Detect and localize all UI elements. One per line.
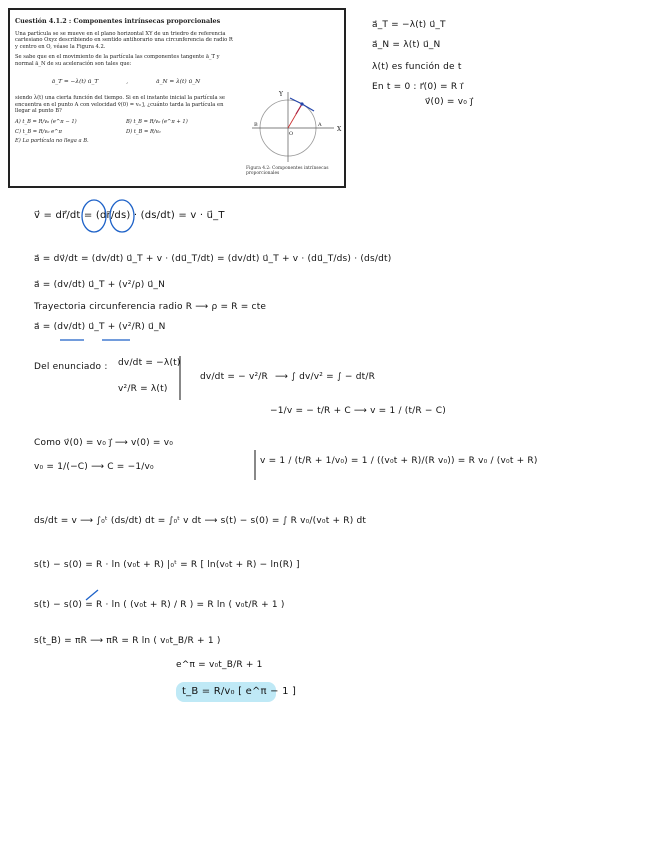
line-statement-normal: v²/R = λ(t) [118, 384, 168, 394]
equation-tangent: ā_T = −λ(t) ū_T [51, 78, 99, 85]
figure-label-x: X [337, 126, 342, 133]
line-antiderivative: −1/v = − t/R + C ⟶ v = 1 / (t/R − C) [270, 406, 446, 416]
line-velocity-final: v = 1 / (t/R + 1/v₀) = 1 / ((v₀t + R)/(R v₀)) = R v₀ / (v₀t + R) [260, 456, 538, 466]
note-initial-velocity: v⃗(0) = v₀ j⃗ [425, 97, 473, 107]
equation-normal: ā_N = λ(t) ū_N [156, 78, 201, 85]
figure-label-a: A [318, 122, 322, 128]
line-acceleration-3: a⃗ = (dv/dt) u⃗_T + (v²/R) u⃗_N [34, 322, 166, 332]
line-s-log: s(t) − s(0) = R · ln ( (v₀t + R) / R ) = R ln ( v₀t/R + 1 ) [34, 600, 285, 610]
line-result: t_B = R/v₀ [ e^π − 1 ] [182, 686, 297, 697]
option-a: A) t_B = R/v₀ (e^π − 1) [15, 118, 77, 125]
figure-label-y: Y [279, 91, 283, 98]
line-velocity: v⃗ = dr⃗/dt = (dr⃗/ds) · (ds/dt) = v · u⃗_T [34, 210, 225, 221]
problem-paragraph-3: siendo λ(t) una cierta función del tiempo. Si en el instante inicial la partícula se encuentra en el punto A con velocidad v̄(0) = v₀ j̄, ¿cuánto tarda la partícula en llegar al punto B? [15, 95, 225, 115]
figure-label-o: O [289, 131, 294, 137]
option-d: D) t_B = R/v₀ [126, 128, 161, 135]
line-exponential: e^π = v₀t_B/R + 1 [176, 660, 263, 670]
problem-paragraph-1: Una partícula se se mueve en el plano horizontal XY de un triedro de referencia cartesiano Oxyz describiendo en sentido antihorario una circunferencia de radio R y centro en O, véase la Figura 4.2. [15, 30, 233, 50]
line-acceleration-2: a⃗ = (dv/dt) u⃗_T + (v²/ρ) u⃗_N [34, 280, 166, 290]
line-constant: v₀ = 1/(−C) ⟶ C = −1/v₀ [34, 462, 154, 472]
note-initial-position: En t = 0 : r⃗(0) = R i⃗ [372, 82, 464, 92]
equation-separator: , [126, 78, 129, 85]
blue-circle-ds-dt [110, 200, 134, 232]
figure-label-b: B [254, 122, 258, 128]
option-b: B) t_B = R/v₀ (e^π + 1) [126, 118, 188, 125]
blue-strike-s0 [86, 590, 98, 600]
problem-title: Cuestión 4.1.2 : Componentes intrínsecas proporcionales [15, 17, 221, 25]
figure-caption: Figura 4.2: Componentes intrínsecas proporcionales [246, 166, 329, 177]
line-acceleration-1: a⃗ = dv⃗/dt = (dv/dt) u⃗_T + v · (du⃗_T/dt) = (dv/dt) u⃗_T + v · (du⃗_T/ds) · (ds/dt) [34, 254, 392, 264]
line-initial-condition: Como v⃗(0) = v₀ j⃗ ⟶ v(0) = v₀ [34, 438, 174, 448]
line-combined: dv/dt = − v²/R [200, 372, 268, 382]
blue-circle-dr-ds [82, 200, 106, 232]
line-s-b: s(t_B) = πR ⟶ πR = R ln ( v₀t_B/R + 1 ) [34, 636, 221, 646]
line-integral: ⟶ ∫ dv/v² = ∫ − dt/R [275, 372, 376, 382]
label-from-statement: Del enunciado : [34, 362, 108, 372]
option-c: C) t_B = R/v₀ e^π [15, 128, 62, 135]
line-ds-dt: ds/dt = v ⟶ ∫₀ᵗ (ds/dt) dt = ∫₀ᵗ v dt ⟶ s(t) − s(0) = ∫ R v₀/(v₀t + R) dt [34, 516, 367, 526]
note-normal-accel: a⃗_N = λ(t) u⃗_N [372, 40, 441, 50]
option-e: E) La partícula no llega a B. [15, 138, 89, 145]
note-lambda-function: λ(t) es función de t [372, 62, 462, 72]
note-tangential-accel: a⃗_T = −λ(t) u⃗_T [372, 20, 446, 30]
line-trajectory: Trayectoria circunferencia radio R ⟶ ρ = R = cte [34, 302, 267, 312]
problem-paragraph-2: Se sabe que en el movimiento de la partícula las componentes tangente ā_T y normal ā_N de su aceleración son tales que: [15, 54, 220, 67]
line-s-integral: s(t) − s(0) = R · ln (v₀t + R) |₀ᵗ = R [ ln(v₀t + R) − ln(R) ] [34, 560, 300, 570]
line-statement-tangent: dv/dt = −λ(t) [118, 358, 181, 368]
